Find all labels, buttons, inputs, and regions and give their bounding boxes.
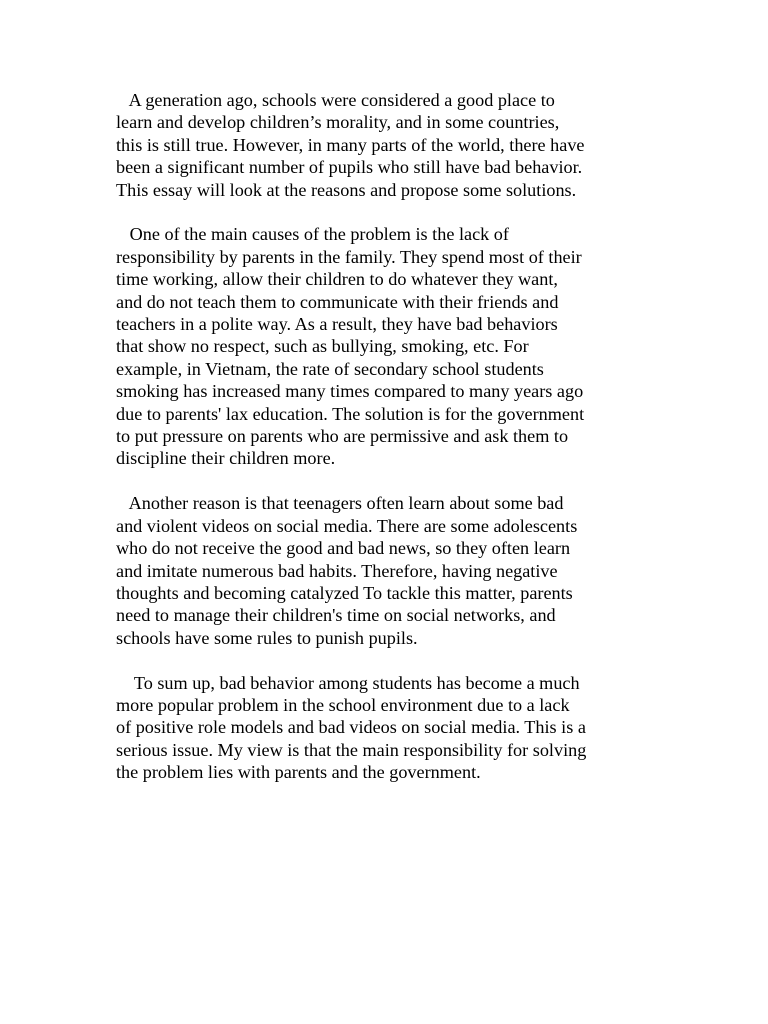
text-line: smoking has increased many times compared to many years ago xyxy=(116,381,584,402)
text-line: responsibility by parents in the family. They spend most of their xyxy=(116,246,582,267)
text-line: to put pressure on parents who are permissive and ask them to xyxy=(116,426,569,447)
text-line: the problem lies with parents and the government. xyxy=(116,762,481,783)
text-line: due to parents' lax education. The solution is for the government xyxy=(116,403,585,424)
paragraph-body-one xyxy=(116,223,656,469)
text-line: A generation ago, schools were considered a good place to xyxy=(116,90,555,110)
text-line: schools have some rules to punish pupils. xyxy=(116,627,418,648)
text-line: learn and develop children’s morality, and in some countries, xyxy=(116,112,560,133)
text-line: who do not receive the good and bad news, so they often learn xyxy=(116,538,571,559)
text-line: Another reason is that teenagers often learn about some bad xyxy=(116,493,564,514)
paragraph-introduction xyxy=(116,89,656,201)
text-line: discipline their children more. xyxy=(116,448,336,469)
text-line: thoughts and becoming catalyzed To tackle this matter, parents xyxy=(116,582,573,603)
text-line: and do not teach them to communicate with their friends and xyxy=(116,291,559,312)
text-line: time working, allow their children to do whatever they want, xyxy=(116,269,558,290)
text-line: been a significant number of pupils who still have bad behavior. xyxy=(116,157,583,178)
text-line: more popular problem in the school environment due to a lack xyxy=(116,694,570,715)
text-line: of positive role models and bad videos on social media. This is a xyxy=(116,717,586,738)
text-line: need to manage their children's time on social networks, and xyxy=(116,605,556,626)
paragraph-body-two xyxy=(116,492,656,649)
essay-body xyxy=(116,89,656,806)
text-line: One of the main causes of the problem is the lack of xyxy=(116,224,509,245)
text-line: and imitate numerous bad habits. Therefore, having negative xyxy=(116,560,558,581)
text-line: this is still true. However, in many parts of the world, there have xyxy=(116,134,585,155)
text-line: teachers in a polite way. As a result, they have bad behaviors xyxy=(116,314,558,335)
text-line: This essay will look at the reasons and propose some solutions. xyxy=(116,179,577,200)
text-line: that show no respect, such as bullying, smoking, etc. For xyxy=(116,336,529,357)
text-line: serious issue. My view is that the main responsibility for solving xyxy=(116,739,587,760)
text-line: example, in Vietnam, the rate of secondary school students xyxy=(116,358,544,379)
paragraph-conclusion xyxy=(116,672,656,784)
text-line: To sum up, bad behavior among students has become a much xyxy=(116,672,580,693)
text-line: and violent videos on social media. There are some adolescents xyxy=(116,515,578,536)
